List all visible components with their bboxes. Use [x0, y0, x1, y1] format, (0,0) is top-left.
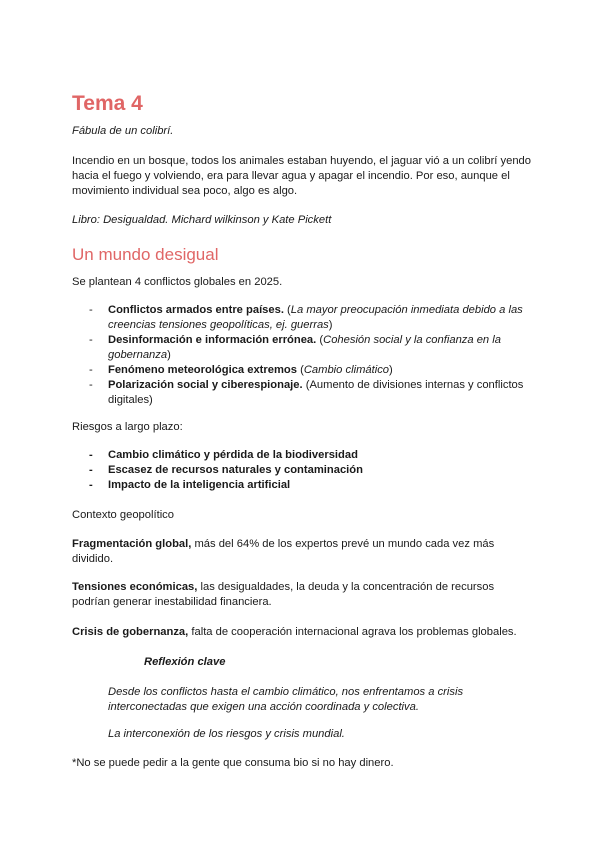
- book-reference: Libro: Desigualdad. Michard wilkinson y Kate Pickett: [72, 214, 332, 226]
- list-item: - Escasez de recursos naturales y contaminación: [89, 463, 532, 478]
- list-item: [89, 378, 532, 408]
- paragraph-fragmentation: [72, 537, 532, 567]
- paragraph-economic: [72, 580, 532, 610]
- section-title: Un mundo desigual: [72, 245, 219, 264]
- geo-context-heading: Contexto geopolítico: [72, 509, 174, 521]
- paragraph-text: falta de cooperación internacional agrava los problemas globales.: [188, 626, 517, 638]
- conflict-label: Polarización social y ciberespionaje.: [108, 379, 303, 391]
- paragraph-label: Tensiones económicas,: [72, 581, 198, 593]
- conflict-detail: Cambio climático: [303, 364, 390, 376]
- conflict-label: Fenómeno meteorológica extremos: [108, 364, 297, 376]
- conflict-paren: (: [283, 304, 291, 316]
- list-item: [89, 303, 532, 333]
- paragraph-text: más del 64% de los expertos prevé un mundo cada vez más dividido.: [72, 538, 495, 565]
- fable-title: Fábula de un colibrí.: [72, 125, 174, 137]
- page-title: Tema 4: [72, 92, 143, 115]
- conflict-detail: La mayor preocupación inmediata debido a las creencias tensiones geopolíticas, ej. guerras: [108, 304, 523, 331]
- list-item: [89, 363, 532, 378]
- reflection-conclusion: La interconexión de los riesgos y crisis mundial.: [108, 728, 345, 740]
- paragraph-label: Fragmentación global,: [72, 538, 192, 550]
- footnote: *No se puede pedir a la gente que consuma bio si no hay dinero.: [72, 757, 394, 769]
- conflict-label: Conflictos armados entre países.: [108, 304, 284, 316]
- list-item: [89, 333, 532, 363]
- long-term-list: [89, 448, 532, 493]
- long-term-intro: Riesgos a largo plazo:: [72, 421, 183, 433]
- reflection-text: Desde los conflictos hasta el cambio climático, nos enfrentamos a crisis interconectadas que exigen una acción coordinada y colectiva.: [108, 686, 464, 713]
- conflict-paren: (: [316, 334, 324, 346]
- conflict-paren-close: ): [167, 349, 171, 361]
- conflict-detail: Cohesión social y la confianza en la gobernanza: [108, 334, 501, 361]
- fable-text: Incendio en un bosque, todos los animales estaban huyendo, el jaguar vió a un colibrí yendo hacia el fuego y volviendo, era para llevar agua y apagar el incendio. Por eso, aunque el movimiento individual sea poco, algo es algo.: [72, 155, 532, 197]
- list-item: - Cambio climático y pérdida de la biodiversidad: [89, 448, 532, 463]
- paragraph-label: Crisis de gobernanza,: [72, 626, 189, 638]
- conflict-paren: (: [297, 364, 304, 376]
- conflicts-intro: Se plantean 4 conflictos globales en 2025.: [72, 276, 283, 288]
- list-item: - Impacto de la inteligencia artificial: [89, 478, 532, 493]
- conflict-paren-close: ): [328, 319, 333, 331]
- conflicts-list: [89, 303, 532, 408]
- reflection-title: Reflexión clave: [144, 656, 226, 668]
- paragraph-governance: [72, 625, 532, 640]
- paragraph-text: las desigualdades, la deuda y la concentración de recursos podrían generar inestabilidad financiera.: [72, 581, 495, 608]
- conflict-label: Desinformación e información errónea.: [108, 334, 317, 346]
- conflict-paren-close: ): [389, 364, 393, 376]
- conflict-detail: (Aumento de divisiones internas y conflictos digitales): [108, 379, 524, 406]
